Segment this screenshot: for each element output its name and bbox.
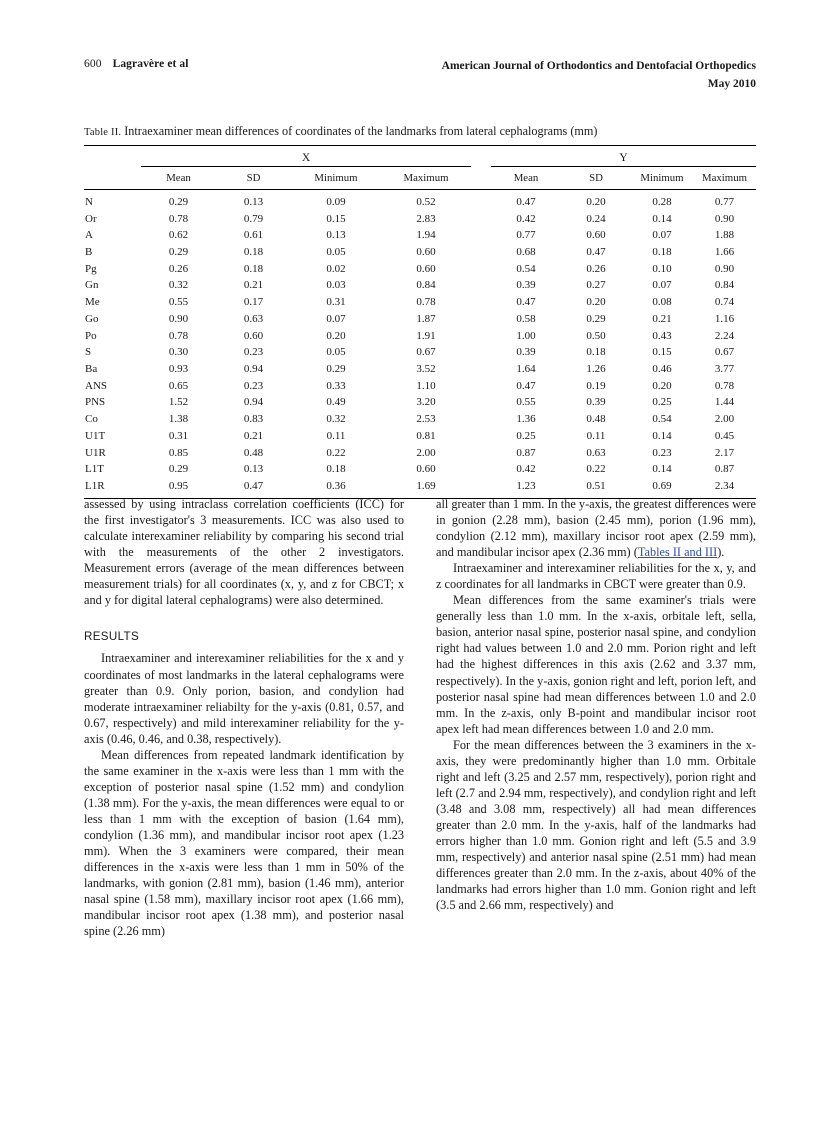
table-cell-y-maximum: 0.77 [714, 195, 735, 208]
table-cell-x-maximum: 0.78 [416, 296, 436, 309]
table-cell-x-minimum: 0.36 [326, 480, 346, 493]
table-cell-y-minimum: 0.14 [652, 429, 672, 442]
table-cell-landmark: B [85, 246, 93, 259]
table-cell-x-maximum: 3.20 [416, 396, 436, 409]
table-cell-x-maximum: 2.00 [416, 446, 436, 459]
table-cell-y-mean: 0.55 [516, 396, 536, 409]
table-cell-y-maximum: 0.45 [714, 429, 735, 442]
table-cell-x-minimum: 0.32 [326, 413, 346, 426]
table-row [84, 428, 756, 445]
subheader-x-mean: Mean [166, 171, 191, 184]
table-cell-landmark: N [85, 195, 93, 208]
table-cell-x-maximum: 3.52 [416, 363, 436, 376]
table-cell-gap [471, 445, 491, 462]
table-cell-y-maximum: 0.84 [714, 279, 735, 292]
table-cell-x-minimum: 0.20 [326, 329, 346, 342]
table-cell-x-mean: 0.32 [168, 279, 189, 292]
table-cell-x-maximum: 2.83 [416, 212, 436, 225]
table-cell-y-minimum: 0.54 [652, 413, 672, 426]
table-cell-landmark: Gn [85, 279, 99, 292]
table-cell-x-sd: 0.60 [243, 329, 264, 342]
table-cell-y-sd: 0.20 [586, 296, 606, 309]
table-cell-x-maximum: 2.53 [416, 413, 436, 426]
table-cell-x-maximum: 0.81 [416, 429, 436, 442]
table-cell-y-maximum: 1.66 [714, 246, 735, 259]
table-cell-x-mean: 0.90 [168, 312, 189, 325]
section-heading-results: RESULTS [84, 630, 140, 644]
table-cell-x-maximum: 0.67 [416, 346, 436, 359]
table-cell-landmark: ANS [85, 379, 108, 392]
subheader-x-minimum: Minimum [314, 171, 358, 184]
table-cell-y-maximum: 0.67 [714, 346, 735, 359]
table-cell-y-mean: 0.47 [516, 296, 536, 309]
group-header-y: Y [491, 146, 756, 167]
paragraph-cbct-2: Mean differences from the same examiner's trials were generally less than 1.0 mm. In the x-axis, orbitale left, sella, basion, anterior nasal spine, posterior nasal spine, and condylion right had values between 1.0 and 2.0 mm. Porion right and left had the highest differences in this axis (2.62 and 3.37 mm, respectively). In the y-axis, gonion right and left, porion left, and posterior nasal spine had mean differences between 1.0 and 2.0 mm. In the z-axis, only B-point and mandibular incisor root apex left had mean differences between 1.0 and 2.0 mm. [436, 593, 756, 736]
table-cell-x-sd: 0.13 [243, 195, 264, 208]
table-cell-y-mean: 0.39 [516, 346, 536, 359]
table-cell-x-minimum: 0.31 [326, 296, 346, 309]
table-cell-y-minimum: 0.28 [652, 195, 672, 208]
table-cell-y-sd: 0.20 [586, 195, 606, 208]
table-cell-x-mean: 0.26 [168, 262, 189, 275]
table-cell-y-mean: 0.58 [516, 312, 536, 325]
table-cell-landmark: Ba [85, 363, 98, 376]
group-header-gap [471, 146, 491, 167]
table-cell-landmark: Co [85, 413, 98, 426]
table-row [84, 294, 756, 311]
table-cell-x-maximum: 1.69 [416, 480, 436, 493]
table-cell-x-sd: 0.17 [243, 296, 264, 309]
table-row [84, 328, 756, 345]
table-cell-x-sd: 0.47 [243, 480, 264, 493]
table-cell-y-sd: 0.50 [586, 329, 606, 342]
table-ii [84, 145, 756, 499]
table-cell-x-maximum: 0.60 [416, 463, 436, 476]
table-cell-x-sd: 0.63 [243, 312, 264, 325]
right-column [436, 496, 756, 1056]
table-cell-landmark: S [85, 346, 92, 359]
table-cell-x-minimum: 0.09 [326, 195, 346, 208]
table-ii-container [84, 124, 756, 499]
table-cell-x-mean: 0.95 [168, 480, 189, 493]
table-row [84, 445, 756, 462]
table-cell-y-sd: 0.29 [586, 312, 606, 325]
table-row [84, 344, 756, 361]
table-cell-gap [471, 394, 491, 411]
table-cell-x-sd: 0.61 [243, 229, 264, 242]
paragraph-results-continued-text: all greater than 1 mm. In the y-axis, the greatest differences were in gonion (2.28 mm), basion (2.45 mm), porion (1.96 mm), condylion (2.12 mm), maxillary incisor root apex (2.59 mm), and mandibular incisor apex (2.36 mm) ( [436, 497, 756, 560]
table-cell-x-mean: 0.31 [168, 429, 189, 442]
table-cell-x-sd: 0.18 [243, 262, 264, 275]
table-cell-x-mean: 0.78 [168, 212, 189, 225]
table-cell-y-minimum: 0.21 [652, 312, 672, 325]
journal-title: American Journal of Orthodontics and Dentofacial Orthopedics [441, 60, 756, 72]
table-cell-x-sd: 0.23 [243, 379, 264, 392]
table-row [84, 394, 756, 411]
table-cell-x-mean: 0.55 [168, 296, 189, 309]
table-cell-x-minimum: 0.07 [326, 312, 346, 325]
table-cell-gap [471, 277, 491, 294]
table-cell-y-maximum: 1.16 [714, 312, 735, 325]
table-cell-y-sd: 0.48 [586, 413, 606, 426]
table-cell-x-sd: 0.94 [243, 396, 264, 409]
table-cell-y-minimum: 0.25 [652, 396, 672, 409]
paragraph-results-continued-tail: ). [717, 545, 725, 560]
table-cell-landmark: L1R [85, 480, 105, 493]
page-number: 600 [84, 58, 102, 70]
table-cell-x-maximum: 1.87 [416, 312, 436, 325]
table-cell-x-minimum: 0.03 [326, 279, 346, 292]
table-caption-text: Intraexaminer mean differences of coordinates of the landmarks from lateral cephalograms (mm) [124, 124, 598, 138]
table-cell-y-sd: 0.22 [586, 463, 606, 476]
table-cell-y-sd: 0.24 [586, 212, 606, 225]
table-cell-y-sd: 0.27 [586, 279, 606, 292]
table-cell-x-sd: 0.83 [243, 413, 264, 426]
table-cell-y-minimum: 0.23 [652, 446, 672, 459]
cross-reference-tables[interactable]: Tables II and III [637, 545, 718, 560]
running-head [84, 58, 756, 94]
table-cell-y-minimum: 0.15 [652, 346, 672, 359]
subheader-y-maximum: Maximum [702, 171, 747, 184]
table-cell-x-minimum: 0.02 [326, 262, 346, 275]
paragraph-cbct-3: For the mean differences between the 3 examiners in the x-axis, they were predominantly higher than 1.0 mm. Orbitale right and left (3.25 and 2.57 mm, respectively), porion right and left (2.7 and 2.94 mm, respectively), and condylion right and left (3.48 and 3.08 mm, respectively) all had mean differences greater than 2.0 mm. In the y-axis, half of the landmarks had errors higher than 1.0 mm. Gonion right and left (5.5 and 3.9 mm, respectively) and anterior nasal spine (2.51 mm) had mean differences greater than 2.0 mm. In the z-axis, about 40% of the landmarks had errors higher than 1.0 mm. Gonion right and left (3.5 and 2.66 mm, respectively) and [436, 737, 756, 913]
table-cell-y-minimum: 0.20 [652, 379, 672, 392]
table-cell-landmark: Po [85, 329, 97, 342]
table-cell-x-maximum: 0.60 [416, 262, 436, 275]
table-cell-x-sd: 0.21 [243, 429, 264, 442]
table-cell-gap [471, 344, 491, 361]
table-cell-x-sd: 0.79 [243, 212, 264, 225]
table-cell-x-maximum: 1.10 [416, 379, 436, 392]
subheader-x-sd: SD [246, 171, 261, 184]
table-cell-y-maximum: 0.78 [714, 379, 735, 392]
table-cell-x-maximum: 0.84 [416, 279, 436, 292]
table-cell-x-maximum: 0.60 [416, 246, 436, 259]
table-cell-y-mean: 0.68 [516, 246, 536, 259]
table-cell-x-mean: 0.29 [168, 463, 189, 476]
table-cell-x-mean: 0.78 [168, 329, 189, 342]
table-cell-y-minimum: 0.18 [652, 246, 672, 259]
table-cell-gap [471, 294, 491, 311]
table-cell-landmark: A [85, 229, 93, 242]
table-cell-y-maximum: 2.24 [714, 329, 735, 342]
table-cell-y-minimum: 0.10 [652, 262, 672, 275]
table-caption [84, 124, 756, 140]
table-cell-x-sd: 0.94 [243, 363, 264, 376]
table-cell-gap [471, 461, 491, 478]
table-cell-x-minimum: 0.29 [326, 363, 346, 376]
table-cell-y-maximum: 0.87 [714, 463, 735, 476]
table-row [84, 411, 756, 428]
table-cell-x-minimum: 0.22 [326, 446, 346, 459]
table-cell-y-maximum: 2.00 [714, 413, 735, 426]
table-cell-y-minimum: 0.07 [652, 279, 672, 292]
table-cell-x-maximum: 0.52 [416, 195, 436, 208]
table-cell-y-maximum: 0.74 [714, 296, 735, 309]
table-cell-y-maximum: 2.34 [714, 480, 735, 493]
body-columns [84, 496, 756, 1056]
table-cell-y-mean: 0.54 [516, 262, 536, 275]
subheader-y-sd: SD [589, 171, 603, 184]
table-cell-y-mean: 0.87 [516, 446, 536, 459]
table-row [84, 461, 756, 478]
table-cell-x-maximum: 1.94 [416, 229, 436, 242]
table-cell-gap [471, 411, 491, 428]
table-cell-x-mean: 1.52 [168, 396, 189, 409]
subheader-x-maximum: Maximum [403, 171, 449, 184]
table-cell-x-mean: 0.29 [168, 246, 189, 259]
table-cell-x-mean: 0.29 [168, 195, 189, 208]
table-cell-x-mean: 0.30 [168, 346, 189, 359]
table-cell-x-minimum: 0.05 [326, 346, 346, 359]
table-cell-y-mean: 0.42 [516, 463, 536, 476]
table-row [84, 378, 756, 395]
subheader-stub [84, 166, 141, 189]
table-cell-y-minimum: 0.43 [652, 329, 672, 342]
table-cell-y-sd: 0.26 [586, 262, 606, 275]
table-cell-landmark: U1T [85, 429, 106, 442]
table-cell-y-sd: 1.26 [586, 363, 606, 376]
table-cell-x-mean: 0.62 [168, 229, 189, 242]
table-cell-y-minimum: 0.14 [652, 212, 672, 225]
table-cell-landmark: Pg [85, 262, 97, 275]
table-row [84, 227, 756, 244]
table-cell-x-minimum: 0.05 [326, 246, 346, 259]
table-cell-landmark: Me [85, 296, 100, 309]
table-cell-y-maximum: 2.17 [714, 446, 735, 459]
table-cell-y-sd: 0.47 [586, 246, 606, 259]
table-cell-gap [471, 244, 491, 261]
table-cell-y-mean: 1.00 [516, 329, 536, 342]
table-cell-landmark: Or [85, 212, 97, 225]
group-header-stub [84, 146, 141, 167]
table-row [84, 261, 756, 278]
running-head-authors: Lagravère et al [112, 58, 189, 70]
table-cell-y-minimum: 0.46 [652, 363, 672, 376]
table-cell-x-minimum: 0.33 [326, 379, 346, 392]
table-cell-landmark: Go [85, 312, 99, 325]
table-cell-y-minimum: 0.07 [652, 229, 672, 242]
table-cell-y-mean: 0.25 [516, 429, 536, 442]
table-row [84, 211, 756, 228]
table-cell-x-sd: 0.21 [243, 279, 264, 292]
paragraph-results-continued [436, 496, 756, 560]
table-cell-gap [471, 227, 491, 244]
table-cell-y-maximum: 0.90 [714, 262, 735, 275]
group-header-x: X [141, 146, 471, 167]
table-cell-y-maximum: 1.88 [714, 229, 735, 242]
table-row [84, 277, 756, 294]
table-cell-x-mean: 1.38 [168, 413, 189, 426]
table-row [84, 189, 756, 210]
table-cell-y-mean: 0.47 [516, 379, 536, 392]
issue-date: May 2010 [707, 77, 756, 90]
running-head-left [84, 58, 189, 70]
table-cell-x-sd: 0.48 [243, 446, 264, 459]
table-cell-y-minimum: 0.69 [652, 480, 672, 493]
table-cell-y-maximum: 0.90 [714, 212, 735, 225]
table-cell-x-minimum: 0.13 [326, 229, 346, 242]
table-cell-y-mean: 1.64 [516, 363, 536, 376]
table-cell-landmark: PNS [85, 396, 106, 409]
table-body [84, 189, 756, 498]
table-cell-y-sd: 0.63 [586, 446, 606, 459]
table-row [84, 361, 756, 378]
subheader-gap [471, 166, 491, 189]
table-label: Table II. [84, 127, 122, 138]
table-row [84, 244, 756, 261]
table-cell-x-sd: 0.23 [243, 346, 264, 359]
table-cell-x-minimum: 0.11 [326, 429, 346, 442]
table-group-header-row [84, 146, 756, 167]
table-cell-y-mean: 1.23 [516, 480, 536, 493]
table-cell-y-sd: 0.19 [586, 379, 606, 392]
table-cell-y-sd: 0.18 [586, 346, 606, 359]
table-cell-y-minimum: 0.08 [652, 296, 672, 309]
table-cell-gap [471, 361, 491, 378]
table-cell-x-minimum: 0.15 [326, 212, 346, 225]
table-cell-x-minimum: 0.18 [326, 463, 346, 476]
table-row [84, 311, 756, 328]
table-cell-y-sd: 0.60 [586, 229, 606, 242]
table-cell-x-mean: 0.85 [168, 446, 189, 459]
table-cell-y-maximum: 1.44 [714, 396, 735, 409]
paragraph-results-1: Intraexaminer and interexaminer reliabilities for the x and y coordinates of most landmarks in the lateral cephalograms were greater than 0.9. Only porion, basion, and condylion had moderate intraexaminer reliabilty for the y-axis (0.81, 0.57, and 0.67, respectively) and mild interexaminer reliability for the y-axis (0.46, 0.46, and 0.38, respectively). [84, 651, 404, 746]
table-cell-x-mean: 0.65 [168, 379, 189, 392]
paragraph-methods-continued: assessed by using intraclass correlation coefficients (ICC) for the first investigator's 3 measurements. ICC was also used to calculate interexaminer reliability by comparing his second trial with the measurements of the other 2 investigators. Measurement errors (average of the mean differences between measurement trials) for all coordinates (x, y, and z for CBCT; x and y for digital lateral cephalograms) were also determined. [84, 497, 404, 608]
table-cell-gap [471, 428, 491, 445]
table-cell-x-sd: 0.13 [243, 463, 264, 476]
table-cell-y-mean: 0.77 [516, 229, 536, 242]
subheader-y-minimum: Minimum [640, 171, 684, 184]
left-column [84, 496, 404, 1056]
table-cell-gap [471, 189, 491, 210]
table-cell-y-maximum: 3.77 [714, 363, 735, 376]
running-head-right [442, 58, 756, 94]
table-cell-gap [471, 378, 491, 395]
paragraph-results-2: Mean differences from repeated landmark identification by the same examiner in the x-axis were less than 1 mm with the exception of posterior nasal spine (1.52 mm) and condylion (1.38 mm). For the y-axis, the mean differences were equal to or less than 1 mm with the exception of basion (1.64 mm), condylion (1.36 mm), and mandibular incisor root apex (1.23 mm). When the 3 examiners were compared, their mean differences in the x-axis were less than 1 mm in 50% of the landmarks, with gonion (2.81 mm), basion (1.46 mm), anterior nasal spine (1.58 mm), maxillary incisor root apex (1.66 mm), mandibular incisor root apex (1.38 mm), and posterior nasal spine (2.26 mm) [84, 747, 404, 939]
table-cell-gap [471, 311, 491, 328]
table-cell-y-sd: 0.51 [586, 480, 606, 493]
subheader-y-mean: Mean [513, 171, 539, 184]
table-subheader-row [84, 166, 756, 189]
table-cell-gap [471, 328, 491, 345]
table-cell-y-minimum: 0.14 [652, 463, 672, 476]
table-cell-gap [471, 261, 491, 278]
table-cell-x-maximum: 1.91 [416, 329, 436, 342]
table-cell-x-sd: 0.18 [243, 246, 264, 259]
table-cell-y-mean: 0.47 [516, 195, 536, 208]
paragraph-cbct-1: Intraexaminer and interexaminer reliabilities for the x, y, and z coordinates for all landmarks in CBCT were greater than 0.9. [436, 561, 756, 592]
table-cell-y-sd: 0.11 [586, 429, 606, 442]
table-cell-x-mean: 0.93 [168, 363, 189, 376]
table-cell-gap [471, 211, 491, 228]
table-cell-x-minimum: 0.49 [326, 396, 346, 409]
table-cell-y-mean: 0.42 [516, 212, 536, 225]
table-cell-y-mean: 0.39 [516, 279, 536, 292]
table-cell-landmark: U1R [85, 446, 106, 459]
table-cell-y-sd: 0.39 [586, 396, 606, 409]
table-cell-landmark: L1T [85, 463, 104, 476]
table-cell-y-mean: 1.36 [516, 413, 536, 426]
